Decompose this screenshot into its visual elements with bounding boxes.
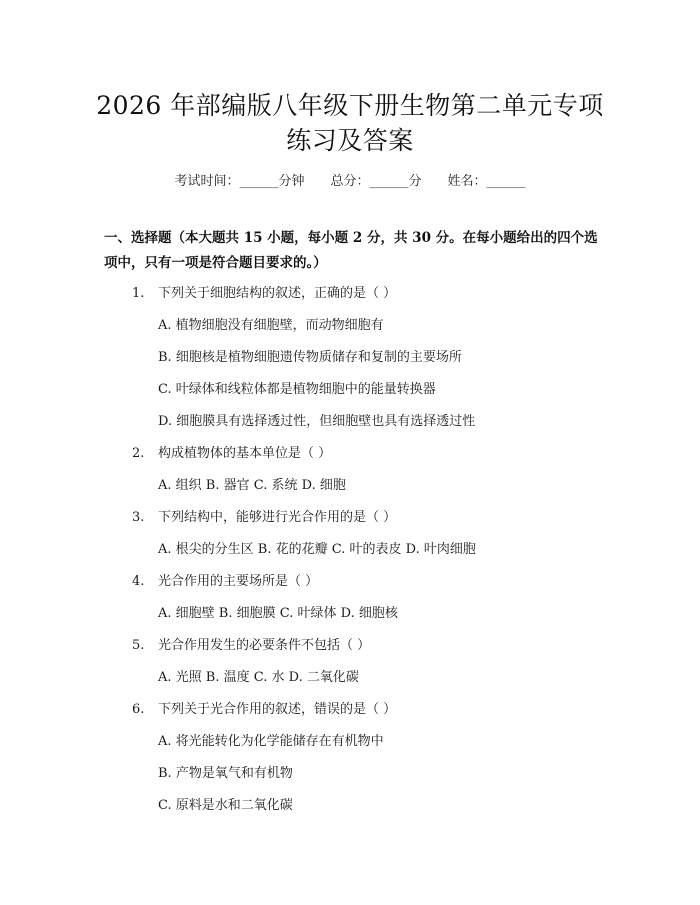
question-3: [132, 506, 396, 525]
document-title-line-2: 练习及答案: [286, 126, 414, 155]
question-2: [132, 442, 331, 461]
exam-info-bar: [0, 170, 700, 189]
question-4: [132, 570, 318, 589]
question-1-option-a: A. 植物细胞没有细胞壁，而动物细胞有: [158, 318, 384, 333]
question-number: 4.: [132, 574, 145, 589]
exam-name-field: 姓名：______: [447, 174, 526, 189]
section-heading-line-2: 项中，只有一项是符合题目要求的。）: [104, 255, 327, 271]
question-2-options: A. 组织 B. 器官 C. 系统 D. 细胞: [158, 478, 346, 493]
question-3-options: A. 根尖的分生区 B. 花的花瓣 C. 叶的表皮 D. 叶肉细胞: [158, 542, 476, 557]
question-number: 2.: [132, 446, 145, 461]
question-1-option-d: D. 细胞膜具有选择透过性，但细胞壁也具有选择透过性: [158, 414, 476, 429]
question-text: 构成植物体的基本单位是（ ）: [158, 446, 332, 461]
question-4-options: A. 细胞壁 B. 细胞膜 C. 叶绿体 D. 细胞核: [158, 606, 398, 621]
section-heading-line-1: 一、选择题（本大题共 15 小题，每小题 2 分，共 30 分。在每小题给出的四个选: [104, 230, 598, 246]
question-1: [132, 282, 396, 301]
question-6: [132, 698, 396, 717]
question-6-option-c: C. 原料是水和二氧化碳: [158, 798, 293, 813]
question-text: 光合作用发生的必要条件不包括（ ）: [158, 638, 371, 653]
question-text: 下列关于光合作用的叙述，错误的是（ ）: [158, 702, 397, 717]
question-5-options: A. 光照 B. 温度 C. 水 D. 二氧化碳: [158, 670, 359, 685]
question-5: [132, 634, 370, 653]
question-text: 下列关于细胞结构的叙述，正确的是（ ）: [158, 286, 397, 301]
question-number: 1.: [132, 286, 145, 301]
question-number: 6.: [132, 702, 145, 717]
exam-score-field: 总分：______分: [330, 174, 422, 189]
question-6-option-b: B. 产物是氧气和有机物: [158, 766, 293, 781]
document-title-line-1: 2026 年部编版八年级下册生物第二单元专项: [96, 91, 604, 120]
question-number: 5.: [132, 638, 145, 653]
question-text: 光合作用的主要场所是（ ）: [158, 574, 319, 589]
question-1-option-b: B. 细胞核是植物细胞遗传物质储存和复制的主要场所: [158, 350, 462, 365]
question-text: 下列结构中，能够进行光合作用的是（ ）: [158, 510, 397, 525]
exam-time-field: 考试时间：______分钟: [174, 174, 305, 189]
question-6-option-a: A. 将光能转化为化学能储存在有机物中: [158, 734, 384, 749]
question-number: 3.: [132, 510, 145, 525]
question-1-option-c: C. 叶绿体和线粒体都是植物细胞中的能量转换器: [158, 382, 436, 397]
